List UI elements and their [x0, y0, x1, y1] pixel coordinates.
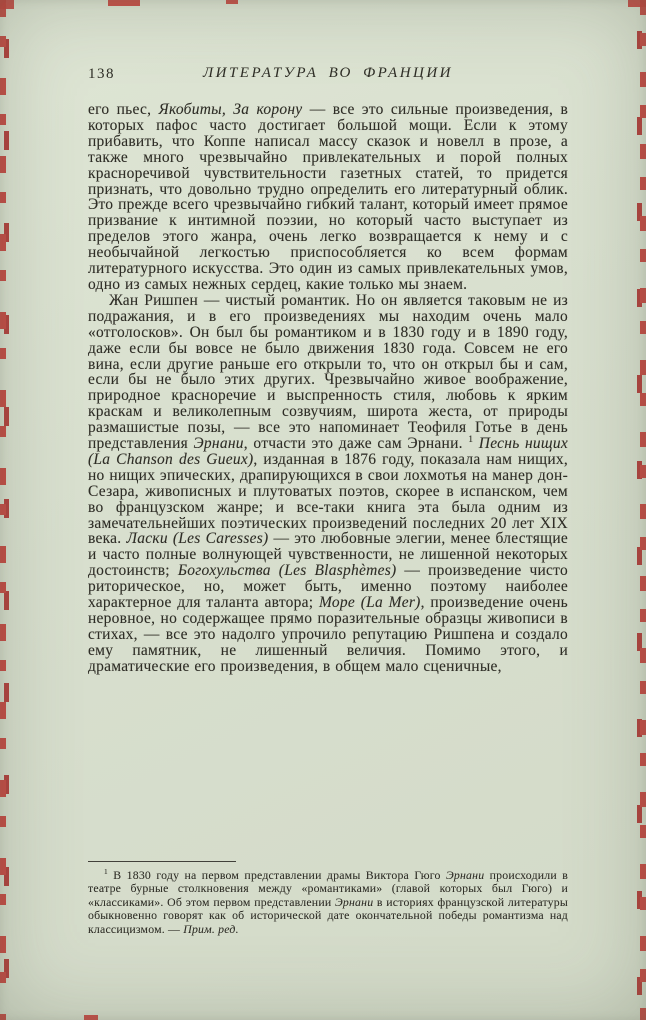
text-run: Жан Ришпен — чистый романтик. Но он является таковым не из подражания, и в его произведениях мы находим очень мало «отголосков». Он был бы романтиком и в 1830 году и в 1890 году, даже если бы вовсе не было движения 1830 года. Совсем не его вина, если другие раньше его открыли то, что он открыл бы и сам, если бы не было этих других. Чрезвычайно живое воображение, природное красноречие и выспренность стиля, любовь к ярким краскам и великолепным созвучиям, широта жеста, от природы размашистые позы, — все это напоминает Теофиля Готье в день представления: [88, 291, 568, 453]
page-edge-speck: [108, 0, 140, 6]
text-run: — это любовные элегии, менее блестящие и часто полные волнующей чувственности, не лишенной некоторых достоинств;: [88, 530, 568, 580]
italic-title: Песнь нищих (La Chanson des Gueux): [88, 435, 568, 468]
footnote-ref: 1: [468, 433, 474, 445]
footnote-rule: [88, 861, 236, 862]
text-run: в историях французской литературы обыкновенно говорят как об исторической дате окончательной победы романтизма над классицизмом. —: [88, 894, 568, 936]
paragraph: [88, 293, 568, 675]
text-run: , отчасти это даже сам Эрнани.: [243, 435, 469, 453]
page-number: 138: [88, 66, 115, 82]
text-run: , произведение очень неровное, но содержащее прямо поразительные образцы живописи в стихах, — все это надолго упрочило репутацию Ришпена и создало ему памятник, не лишенный величия. Помимо этого, и драматические его произведения, в общем мало сценичные,: [88, 594, 568, 675]
page-edge-marks-right: [636, 0, 646, 1020]
page-edge-speck: [0, 0, 14, 9]
page-edge-speck: [226, 0, 238, 4]
italic-title: Эрнани: [445, 867, 485, 882]
italic-title: Богохульства (Les Blasphèmes): [177, 562, 397, 580]
italic-title: Эрнани: [334, 894, 374, 909]
text-run: , изданная в 1876 году, показала нам нищих, но нищих эпических, драпирующихся в свои лохмотья на манер дон-Сезара, живописных и плутоватых поэтов, скорее в испанском, чем во французском жанре; и все-таки книга эта была одним из замечательнейших поэтических произведений последних 20 лет XIX века.: [88, 450, 568, 548]
page-edge-marks-left: [0, 0, 10, 1020]
page-edge-speck: [628, 0, 646, 7]
footnote-ref: 1: [104, 867, 108, 877]
italic-title: Эрнани: [193, 435, 244, 453]
italic-title: Море (La Mer): [318, 594, 421, 612]
body-text: [88, 102, 568, 675]
italic-title: Якобиты, За корону: [158, 101, 303, 118]
page-content: [88, 64, 568, 936]
italic-title: Прим. ред.: [183, 921, 239, 936]
text-run: его пьес,: [88, 101, 159, 118]
running-title: ЛИТЕРАТУРА ВО ФРАНЦИИ: [202, 65, 454, 81]
italic-title: Ласки (Les Caresses): [126, 530, 269, 548]
text-run: — произведение чисто риторическое, но, может быть, именно поэтому наиболее характерное для таланта автора;: [88, 562, 568, 612]
page-edge-speck: [84, 1015, 98, 1020]
text-run: — все это сильные произведения, в которых пафос часто достигает большой мощи. Если к этому прибавить, что Коппе написал массу сказок и новелл в прозе, а также много чрезвычайно привлекательных и порой полных красноречивой чувствительности газетных статей, то придется признать, что довольно трудно определить его литературный облик. Это прежде всего чрезвычайно гибкий талант, который имеет прямое призвание к интимной поэзии, но который часто выступает из пределов этого жанра, очень легко возвращается к нему и с необычайной легкостью приспособляется ко всем формам литературного искусства. Это один из самых привлекательных умов, одно из самых нежных сердец, какие только мы знаем.: [88, 101, 569, 293]
page-header: [88, 64, 568, 86]
paragraph: [88, 102, 568, 293]
text-run: происходили в театре бурные столкновения между «романтиками» (главой которых был Гюго) и «классиками». Об этом первом представлении: [88, 867, 569, 909]
text-run: В 1830 году на первом представлении драмы Виктора Гюго: [107, 867, 446, 882]
footnote-text: [88, 869, 568, 936]
footnote: [88, 861, 568, 936]
